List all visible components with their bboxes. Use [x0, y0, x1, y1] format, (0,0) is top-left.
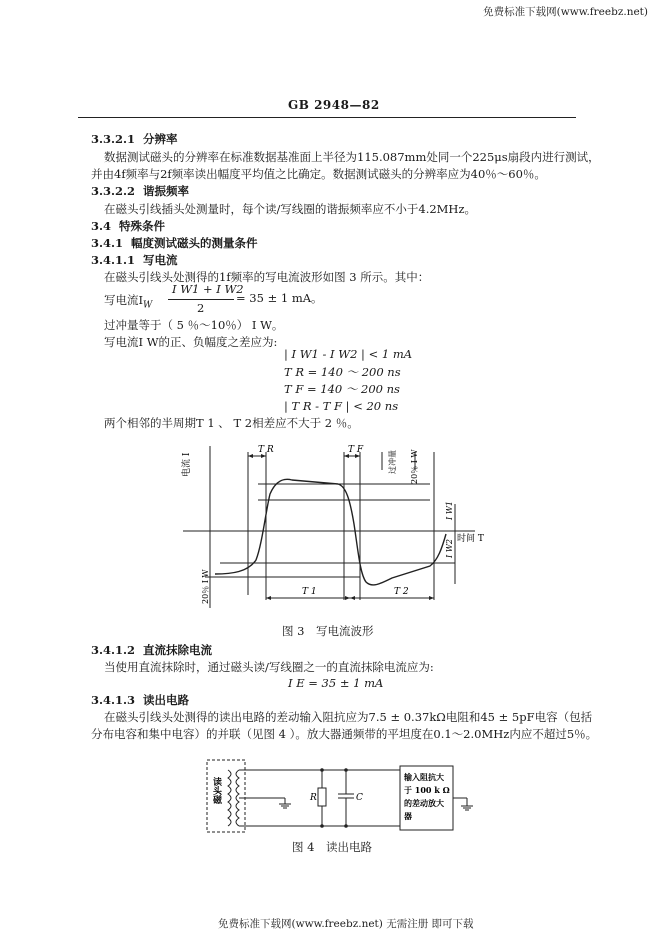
- y-axis-label: 电流 I: [182, 452, 192, 477]
- section-heading-34: 3.4 特殊条件: [91, 219, 166, 233]
- condition-4: | T R - T F | < 20 ns: [284, 399, 399, 413]
- formula-denominator: 2: [197, 301, 205, 315]
- paragraph-line: 当使用直流抹除时，通过磁头读/写线圈之一的直流抹除电流应为:: [104, 660, 434, 674]
- r-label: R: [310, 793, 317, 803]
- c-label: C: [356, 793, 363, 803]
- site-watermark: 免费标准下载网(www.freebz.net): [483, 6, 648, 18]
- iw2-label: I W2: [445, 538, 454, 558]
- t1-label: T 1: [302, 587, 317, 597]
- tr-label: T R: [258, 445, 274, 455]
- paragraph-line: 分布电容和集中电容）的并联（见图 4 ）。放大器通频带的平坦度在0.1～2.0MHz内应不超过5％。: [91, 727, 598, 741]
- section-heading-3322: 3.3.2.2 谐振频率: [91, 184, 190, 198]
- standard-number: GB 2948—82: [288, 98, 380, 112]
- difference-intro: 写电流I W的正、负幅度之差应为:: [104, 335, 278, 349]
- iw1-label: I W1: [445, 500, 454, 520]
- formula-lhs: 写电流$I_W$: [104, 293, 153, 311]
- overshoot-line: 过冲量等于（ 5 ％～10％） I W。: [104, 318, 284, 332]
- section-heading-341: 3.4.1 幅度测试磁头的测量条件: [91, 236, 258, 250]
- paragraph-line: 数据测试磁头的分辨率在标准数据基准面上半径为115.087mm处同一个225μs扇段内进行测试，: [104, 150, 600, 164]
- amp-text-1: 输入阻抗大: [404, 772, 444, 782]
- amp-text-3: 的差动放大: [404, 798, 444, 808]
- x-axis-label: 时间 T: [457, 534, 484, 544]
- amp-text-4: 器: [404, 811, 412, 821]
- section-heading-3411: 3.4.1.1 写电流: [91, 253, 178, 267]
- tf-label: T F: [348, 445, 364, 455]
- figure4-caption: 图 4 读出电路: [292, 840, 372, 854]
- condition-3: T F = 140 ～ 200 ns: [284, 382, 400, 396]
- section-heading-3321: 3.3.2.1 分辨率: [91, 132, 178, 146]
- condition-1: | I W1 - I W2 | < 1 mA: [284, 347, 413, 361]
- overshoot-label: 过冲量: [388, 450, 397, 474]
- t2-label: T 2: [394, 587, 409, 597]
- section-heading-3413: 3.4.1.3 读出电路: [91, 693, 190, 707]
- formula-rhs: = 35 ± 1 mA。: [236, 291, 323, 305]
- erase-formula: I E = 35 ± 1 mA: [288, 676, 384, 690]
- paragraph-line: 在磁头引线插头处测量时，每个读/写线圈的谐振频率应不小于4.2MHz。: [104, 202, 477, 216]
- condition-2: T R = 140 ～ 200 ns: [284, 365, 401, 379]
- pct-bottom-label: 20％ I W: [201, 569, 210, 604]
- figure3-caption: 图 3 写电流波形: [282, 624, 374, 638]
- head-label: 读头磁: [211, 777, 221, 804]
- paragraph-line: 并由4f频率与2f频率读出幅度平均值之比确定。数据测试磁头的分辨率应为40％～60％。: [91, 167, 546, 181]
- pct-top-label: 20％ I W: [410, 449, 419, 484]
- footer-watermark: 免费标准下载网(www.freebz.net) 无需注册 即可下载: [218, 918, 474, 930]
- paragraph-line: 在磁头引线头处测得的读出电路的差动输入阻抗应为7.5 ± 0.37kΩ电阻和45 ± 5pF电容（包括: [104, 710, 593, 724]
- paragraph-line: 在磁头引线头处测得的1f频率的写电流波形如图 3 所示。其中：: [104, 270, 430, 284]
- amp-text-2: 于 100 k Ω: [404, 785, 450, 795]
- formula-numerator: I W1 + I W2: [172, 282, 244, 296]
- section-heading-3412: 3.4.1.2 直流抹除电流: [91, 643, 213, 657]
- half-period-line: 两个相邻的半周期T 1 、 T 2相差应不大于 2 ％。: [104, 416, 359, 430]
